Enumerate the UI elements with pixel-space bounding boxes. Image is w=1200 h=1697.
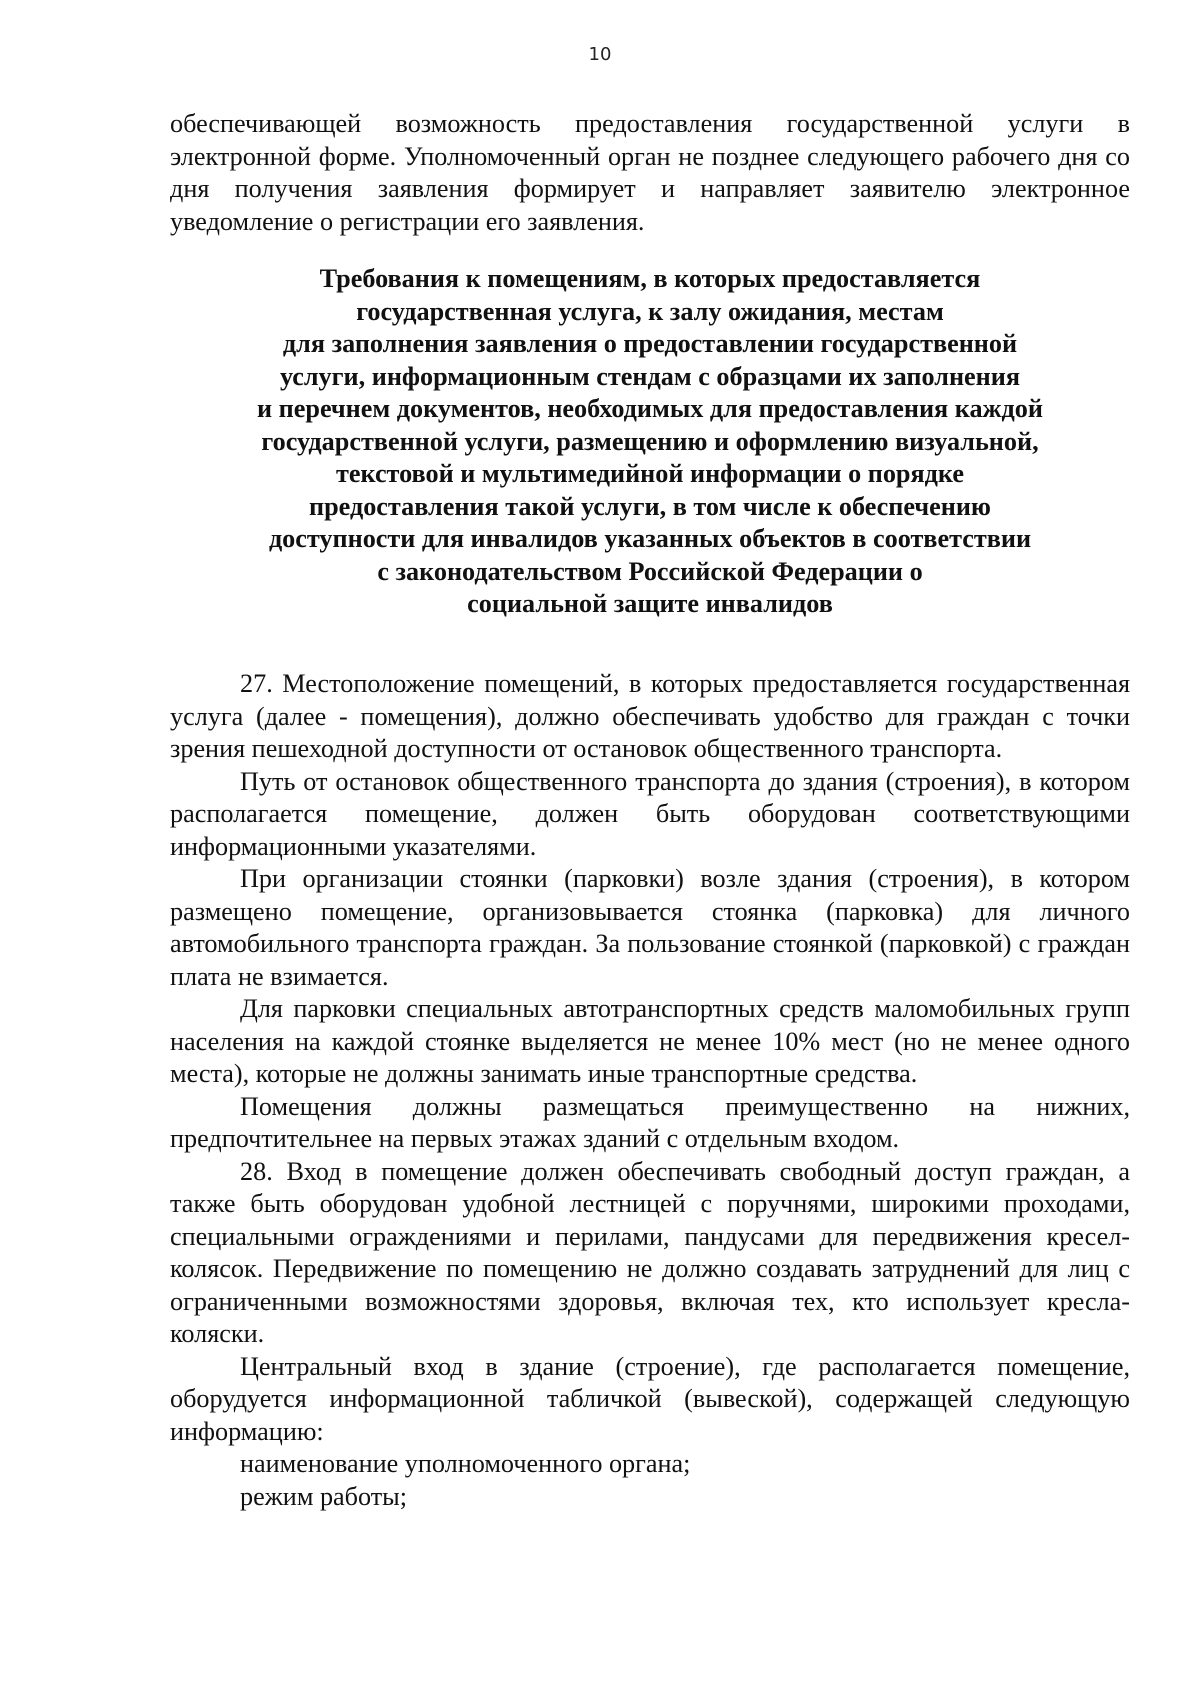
heading-line: государственной услуги, размещению и оформлению визуальной, — [261, 426, 1039, 456]
heading-line: с законодательством Российской Федерации о — [377, 556, 923, 586]
section-heading — [170, 263, 1130, 621]
heading-line: предоставления такой услуги, в том числе к обеспечению — [309, 491, 991, 521]
heading-line: социальной защите инвалидов — [467, 589, 833, 618]
paragraph-28: 28. Вход в помещение должен обеспечивать свободный доступ граждан, а также быть оборудован удобной лестницей с поручнями, широкими проходами, специальными ограждениями и перилами, пандусами для передвижения кресел-колясок. Передвижение по помещению не должно создавать затруднений для лиц с ограниченными возможностями здоровья, включая тех, кто использует кресла-коляски. — [170, 1156, 1130, 1348]
heading-line: и перечнем документов, необходимых для предоставления каждой — [257, 394, 1043, 423]
paragraph-27: 27. Местоположение помещений, в которых предоставляется государственная услуга (далее - помещения), должно обеспечивать удобство для граждан с точки зрения пешеходной доступности от остановок общественного транспорта. — [170, 669, 1130, 763]
intro-section — [170, 108, 1130, 238]
intro-paragraph: обеспечивающей возможность предоставления государственной услуги в электронной форме. Уполномоченный орган не позднее следующего рабочего дня со дня получения заявления формирует и направляет заявителю электронное уведомление о регистрации его заявления. — [170, 109, 1130, 236]
heading-line: текстовой и мультимедийной информации о порядке — [336, 459, 964, 488]
paragraph-parking: При организации стоянки (парковки) возле здания (строения), в котором размещено помещение, организовывается стоянка (парковка) для личного автомобильного транспорта граждан. За пользование стоянкой (парковкой) с граждан плата не взимается. — [170, 864, 1130, 991]
heading-line: доступности для инвалидов указанных объектов в соответствии — [268, 524, 1032, 553]
list-item: наименование уполномоченного органа; — [240, 1449, 691, 1478]
paragraph-floors: Помещения должны размещаться преимущественно на нижних, предпочтительнее на первых этажах зданий с отдельным входом. — [170, 1091, 1130, 1153]
list-item: режим работы; — [240, 1481, 408, 1511]
main-section — [170, 668, 1130, 1513]
heading-line: государственная услуга, к залу ожидания, местам — [356, 296, 944, 326]
paragraph-special-parking: Для парковки специальных автотранспортных средств маломобильных групп населения на каждой стоянке выделяется не менее 10% мест (но не менее одного места), которые не должны занимать иные транспортные средства. — [170, 994, 1130, 1088]
paragraph-path-to-building: Путь от остановок общественного транспорта до здания (строения), в котором располагается помещение, должен быть оборудован соответствующими информационными указателями. — [170, 766, 1130, 861]
heading-line: услуги, информационным стендам с образцами их заполнения — [279, 361, 1021, 391]
heading-line: Требования к помещениям, в которых предоставляется — [319, 264, 981, 293]
page-number: 10 — [588, 44, 612, 65]
paragraph-central-entrance: Центральный вход в здание (строение), где располагается помещение, оборудуется информационной табличкой (вывеской), содержащей следующую информацию: — [170, 1351, 1130, 1446]
heading-line: для заполнения заявления о предоставлении государственной — [282, 329, 1018, 358]
